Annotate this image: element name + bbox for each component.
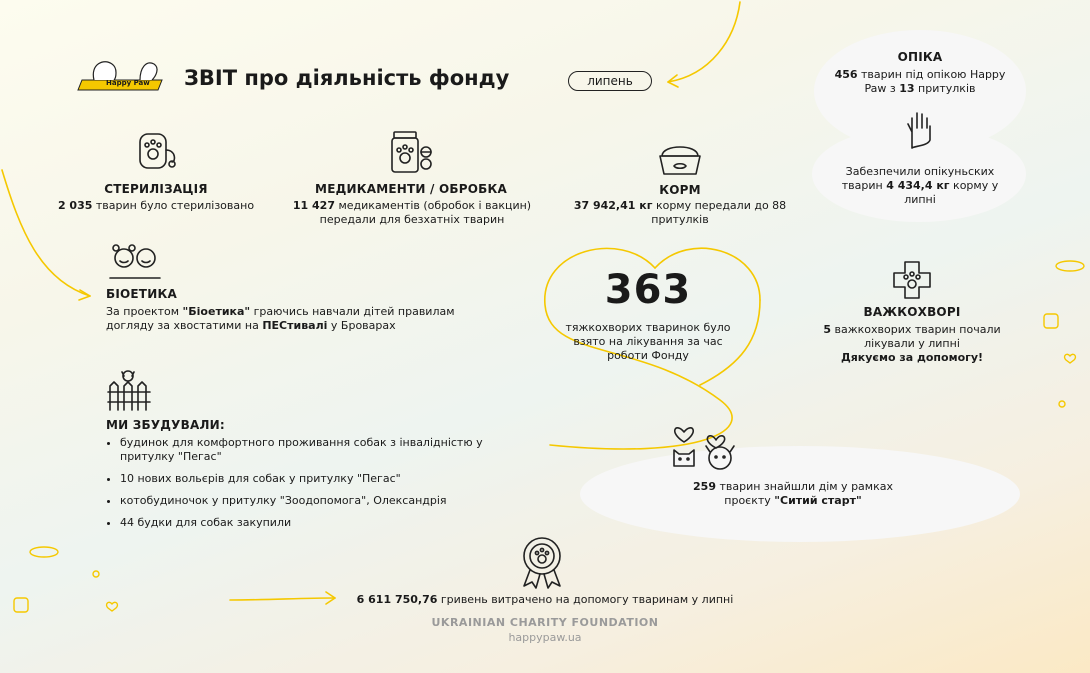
medicine-title: МЕДИКАМЕНТИ / ОБРОБКА bbox=[315, 182, 507, 196]
medicine-text: 11 427 медикаментів (обробок і вакцин) передали для безхатніх тварин bbox=[292, 199, 532, 226]
award-medal-icon bbox=[520, 536, 564, 590]
care-title: ОПІКА bbox=[897, 50, 943, 64]
logo-text: Happy Paw bbox=[106, 79, 150, 87]
care-line2: Забезпечили опікуньских тварин 4 434,4 кг корму у липні bbox=[841, 165, 999, 206]
built-title: МИ ЗБУДУВАЛИ: bbox=[106, 418, 225, 432]
hand-icon bbox=[906, 110, 936, 150]
logo-icon bbox=[76, 54, 166, 96]
medicine-jar-icon bbox=[390, 130, 434, 176]
list-item: • 44 будки для собак закупили bbox=[120, 516, 540, 530]
food-text: 37 942,41 кг корму передали до 88 притулків bbox=[573, 199, 787, 226]
food-bowl-icon bbox=[658, 144, 702, 176]
medical-cross-paw-icon bbox=[892, 260, 932, 300]
list-item: • 10 нових вольєрів для собак у притулку "Пегас" bbox=[120, 472, 540, 486]
built-list bbox=[104, 436, 540, 538]
page-title: ЗВІТ про діяльність фонду bbox=[184, 66, 510, 90]
sterilization-title: СТЕРИЛІЗАЦІЯ bbox=[104, 182, 208, 196]
severe-title: ВАЖКОХВОРІ bbox=[863, 305, 961, 319]
list-item: • котобудиночок у притулку "Зоодопомога", Олександрія bbox=[120, 494, 540, 508]
footer-site[interactable]: happypaw.ua bbox=[508, 631, 582, 644]
sterilization-text: 2 035 тварин було стерилізовано bbox=[57, 199, 255, 212]
bioethics-title: БІОЕТИКА bbox=[106, 287, 177, 301]
total-text: 6 611 750,76 гривень витрачено на допомогу тваринам у липні bbox=[356, 593, 734, 606]
stethoscope-paw-icon bbox=[136, 132, 182, 172]
children-icon bbox=[108, 244, 162, 280]
fence-dog-icon bbox=[106, 368, 154, 412]
food-title: КОРМ bbox=[659, 183, 701, 197]
severe-text: 5 важкохворих тварин почали лікували у липні Дякуємо за допомогу! bbox=[823, 323, 1001, 364]
month-badge: липень bbox=[568, 71, 652, 91]
adoption-text: 259 тварин знайшли дім у рамках проєкту "Ситий старт" bbox=[693, 480, 893, 507]
care-line1: 456 тварин під опікою Happy Paw з 13 притулків bbox=[834, 68, 1006, 95]
logo bbox=[76, 54, 166, 96]
footer-org: UKRAINIAN CHARITY FOUNDATION bbox=[431, 616, 659, 629]
cat-dog-hearts-icon bbox=[670, 418, 744, 470]
list-item: • будинок для комфортного проживання собак з інвалідністю у притулку "Пегас" bbox=[120, 436, 540, 464]
treatment-value: 363 bbox=[604, 267, 692, 313]
bioethics-text: За проектом "Біоетика" граючись навчали дітей правилам догляду за хвостатими на ПЕСтивалі у Броварах bbox=[106, 305, 455, 332]
treatment-text: тяжкохворих тваринок було взято на лікування за час роботи Фонду bbox=[565, 321, 731, 362]
